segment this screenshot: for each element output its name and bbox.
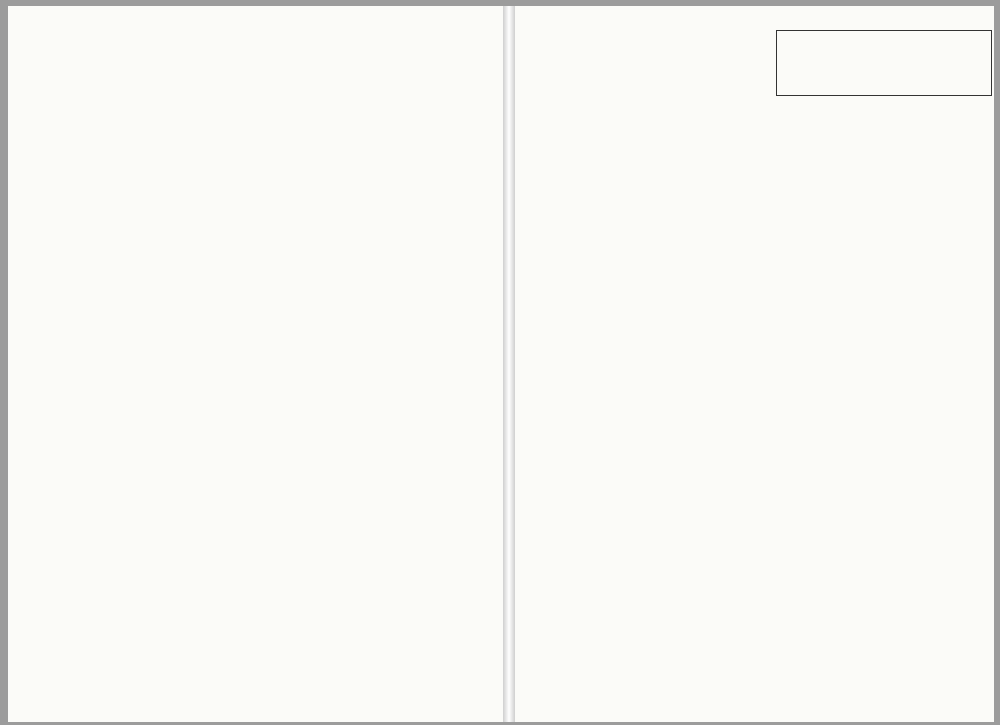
- census-sheet: [8, 6, 994, 722]
- census-grid-lines: [8, 6, 994, 722]
- district-box: [776, 30, 992, 96]
